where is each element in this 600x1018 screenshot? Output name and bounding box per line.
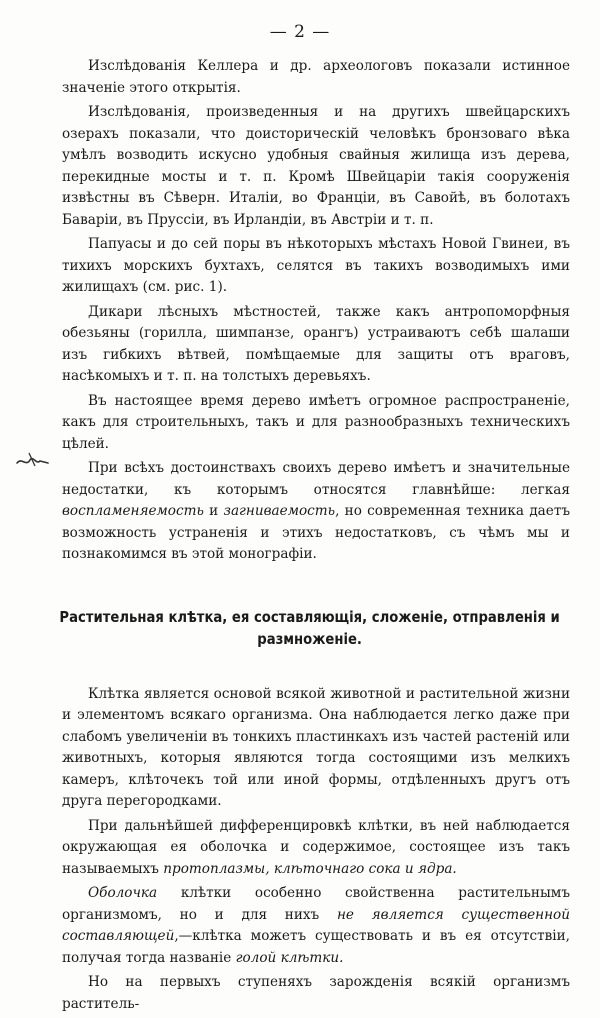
emphasis-naked-cell: голой клѣтки. [235, 949, 344, 966]
paragraph-cell-membrane [62, 883, 570, 969]
paragraph-forest-savages: Дикари лѣсныхъ мѣстностей, также какъ антропоморфныя обезьяны (горилла, шимпанзе, орангъ) устраиваютъ себѣ шалаши изъ гибкихъ вѣтвей, помѣщаемые для защиты отъ враговъ, насѣкомыхъ и т. п. на толстыхъ деревьяхъ. [62, 303, 570, 384]
paragraph-swiss-lakes: Изслѣдованія, произведенныя и на другихъ швейцарскихъ озерахъ показали, что доисторическій человѣкъ бронзоваго вѣка умѣлъ возводить искусно удобныя свайныя жилища изъ дерева, перекидные мосты и т. п. Кромѣ Швейцаріи такія сооруженія извѣстны въ Сѣверн. Италіи, во Франціи, въ Савойѣ, въ болотахъ Баваріи, въ Пруссіи, въ Ирландіи, въ Австріи и т. п. [62, 104, 570, 228]
paragraph-wood-usage: Въ настоящее время дерево имѣетъ огромное распространеніе, какъ для строительныхъ, такъ и для разнообразныхъ техническихъ цѣлей. [62, 392, 570, 452]
paragraph-papuans: Папуасы и до сей поры въ нѣкоторыхъ мѣстахъ Новой Гвинеи, въ тихихъ морскихъ бухтахъ, селятся въ такихъ возводимыхъ ими жилищахъ (см. рис. 1). [62, 236, 570, 295]
text-span: При дальнѣйшей дифференцировкѣ клѣтки, въ ней наблюдается окружающая ея оболочка и содержимое, состоящее изъ такъ называемыхъ [62, 817, 570, 877]
text-span: и [203, 503, 224, 519]
pencil-margin-mark [14, 447, 54, 471]
paragraph-keller: Изслѣдованія Келлера и др. археологовъ показали истинное значеніе этого открытія. [62, 58, 570, 96]
text-span: ,—клѣтка можетъ существовать и въ ея отсутствіи, получая тогда названіе [62, 928, 570, 966]
page-number: — 2 — [269, 22, 331, 42]
paragraph-first-stages: Но на первыхъ ступеняхъ зарожденія всякій организмъ раститель- [62, 974, 570, 1012]
emphasis-membrane: Оболочка [88, 885, 158, 901]
paragraph-cell-basis: Клѣтка является основой всякой животной и растительной жизни и элементомъ всякаго организма. Она наблюдается легко даже при слабомъ увеличеніи въ тонкихъ пластинкахъ изъ частей растеній или животныхъ, которыя являются тогда состоящими изъ мелкихъ камеръ, клѣточекъ той или иной формы, отдѣленныхъ другъ отъ друга перегородками. [62, 685, 570, 809]
emphasis-protoplasm: протоплазмы, клѣточнаго сока и ядра. [163, 860, 457, 877]
page-content [59, 56, 571, 1018]
emphasis-rot: загниваемость [223, 503, 336, 519]
emphasis-flammability: воспламеняемость [62, 503, 204, 519]
emphasis-not-essential: не является существенной составляющей [62, 906, 570, 944]
section-heading: Растительная клѣтка, ея составляющія, сложеніе, отправленія и размноженіе. [59, 607, 560, 648]
paragraph-wood-drawbacks [62, 458, 570, 566]
text-span: , но современная техника даетъ возможность устраненія и этихъ недостатковъ, съ чѣмъ мы и познакомимся въ этой монографіи. [62, 503, 571, 562]
text-span: При всѣхъ достоинствахъ своихъ дерево имѣетъ и значительные недостатки, къ которымъ относятся главнѣйше: легкая [62, 460, 570, 498]
paragraph-cell-differentiation [62, 816, 570, 881]
text-span: клѣтки особенно свойственна растительнымъ организмомъ, но и для нихъ [62, 885, 570, 923]
